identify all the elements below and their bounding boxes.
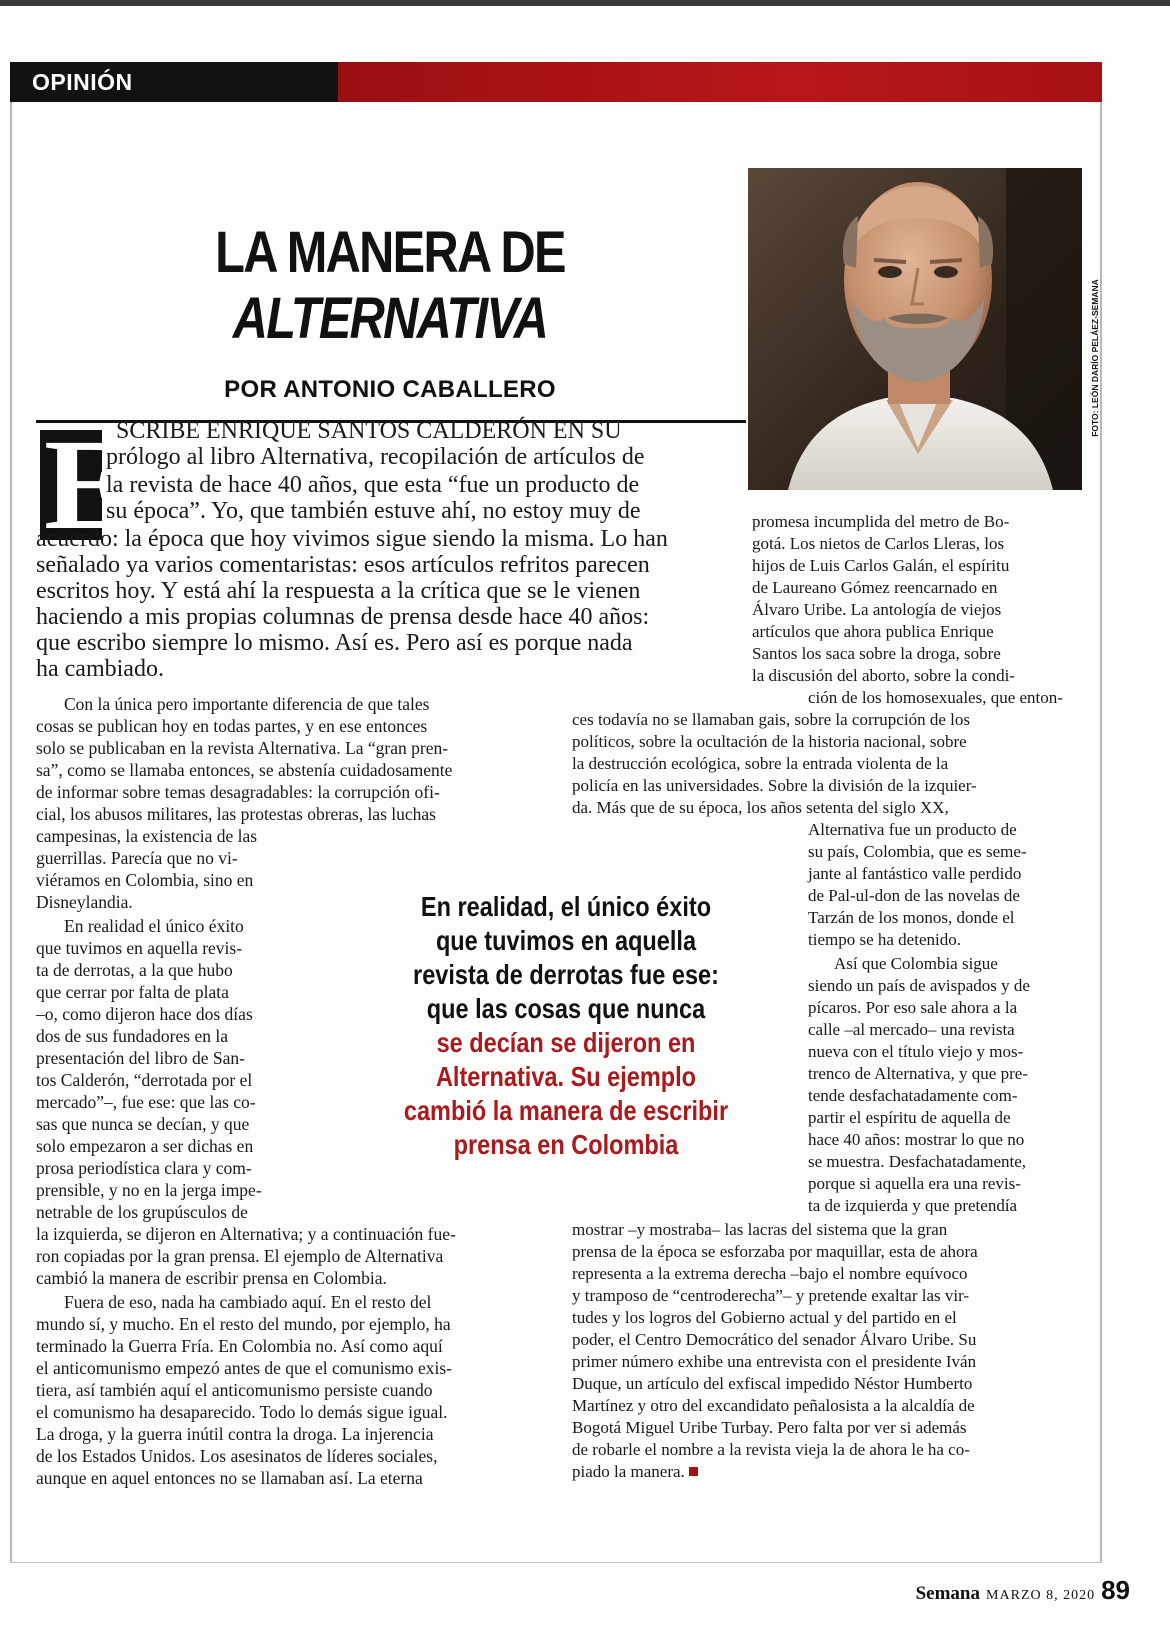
body-line: ron copiadas por la gran prensa. El ejemplo de Alternativa (36, 1246, 444, 1266)
photo-credit (1088, 278, 1102, 438)
body-line: porque si aquella era una revis- (808, 1174, 1021, 1193)
drop-cap (40, 413, 131, 557)
intro-line: prólogo al libro Alternativa, recopilación de artículos de (106, 444, 645, 470)
drop-cap-letter: E (44, 413, 131, 557)
body-line: prosa periodística clara y com- (36, 1158, 252, 1178)
body-line: ces todavía no se llamaban gais, sobre la corrupción de los (572, 710, 970, 729)
body-line: La droga, y la guerra inútil contra la droga. La injerencia (36, 1424, 434, 1444)
body-line: prensible, y no en la jerga impe- (36, 1180, 262, 1200)
body-line: de los Estados Unidos. Los asesinatos de líderes sociales, (36, 1446, 438, 1466)
section-band (10, 62, 1102, 102)
body-line: viéramos en Colombia, sino en (36, 870, 254, 890)
body-line: de Pal-ul-don de las novelas de (808, 886, 1020, 905)
pull-quote-line-red: cambió la manera de escribir (403, 1095, 729, 1126)
body-line: Duque, un artículo del exfiscal impedido Néstor Humberto (572, 1374, 973, 1393)
body-line: piado la manera. (572, 1462, 685, 1481)
intro-line: SCRIBE ENRIQUE SANTOS CALDERÓN EN SU (116, 418, 622, 444)
body-line: artículos que ahora publica Enrique (752, 622, 994, 641)
body-line: mercado”–, fue ese: que las co- (36, 1092, 256, 1112)
intro-line: escritos hoy. Y está ahí la respuesta a la crítica que se le vienen (36, 578, 641, 604)
body-line: trenco de Alternativa, y que pre- (808, 1064, 1028, 1083)
body-line: se muestra. Desfachatadamente, (808, 1152, 1027, 1171)
body-line: de Laureano Gómez reencarnado en (752, 578, 998, 597)
body-line: el anticomunismo empezó antes de que el comunismo exis- (36, 1358, 453, 1378)
body-line: nueva con el título viejo y mos- (808, 1042, 1024, 1061)
body-line: Martínez y otro del excandidato peñalosista a la alcaldía de (572, 1396, 975, 1415)
body-line: Disneylandia. (36, 892, 133, 912)
body-line: Tarzán de los monos, donde el (808, 908, 1015, 927)
body-line: Con la única pero importante diferencia de que tales (64, 694, 430, 714)
body-line: solo empezaron a ser dichas en (36, 1136, 254, 1156)
body-line: tiempo se ha detenido. (808, 930, 961, 949)
body-line: solo se publicaban en la revista Alternativa. La “gran pren- (36, 738, 449, 758)
pull-quote-line-red: Alternativa. Su ejemplo (435, 1061, 697, 1092)
body-line: terminado la Guerra Fría. En Colombia no. Así como aquí (36, 1336, 443, 1356)
body-line: mundo sí, y mucho. En el resto del mundo, por ejemplo, ha (36, 1314, 451, 1334)
page-frame-bottom (10, 1562, 1102, 1563)
byline: POR ANTONIO CABALLERO (224, 376, 556, 403)
pull-quote (390, 890, 743, 1162)
body-line: ción de los homosexuales, que enton- (808, 688, 1063, 707)
body-line: gotá. Los nietos de Carlos Lleras, los (752, 534, 1005, 553)
body-line: guerrillas. Parecía que no vi- (36, 848, 238, 868)
body-line: que tuvimos en aquella revis- (36, 938, 243, 958)
body-line: hace 40 años: mostrar lo que no (808, 1130, 1025, 1149)
article-title-line-1: LA MANERA DE (215, 220, 565, 285)
intro-line: que escribo siempre lo mismo. Así es. Pero así es porque nada (36, 630, 633, 656)
intro-line: su época”. Yo, que también estuve ahí, no estoy muy de (106, 498, 641, 524)
body-line: Álvaro Uribe. La antología de viejos (752, 600, 1002, 619)
top-rule (0, 0, 1170, 6)
body-line: aunque en aquel entonces no se llamaban así. La eterna (36, 1468, 423, 1488)
body-line: –o, como dijeron hace dos días (36, 1004, 253, 1024)
body-line: Bogotá Miguel Uribe Turbay. Pero falta por ver si además (572, 1418, 967, 1437)
end-mark-icon (689, 1467, 698, 1476)
publication-name: Semana (915, 1583, 981, 1604)
body-line: políticos, sobre la ocultación de la historia nacional, sobre (572, 732, 967, 751)
body-line: tiera, así también aquí el anticomunismo persiste cuando (36, 1380, 433, 1400)
body-line: poder, el Centro Democrático del senador Álvaro Uribe. Su (572, 1330, 977, 1349)
photo-credit-text: FOTO: LEÓN DARÍO PELÁEZ-SEMANA (1090, 279, 1100, 437)
body-line: cial, los abusos militares, las protestas obreras, las luchas (36, 804, 436, 824)
body-line: ta de derrotas, a la que hubo (36, 960, 233, 980)
pull-quote-line-red: prensa en Colombia (453, 1129, 679, 1160)
body-line: el comunismo ha desaparecido. Todo lo demás sigue igual. (36, 1402, 448, 1422)
body-line: representa a la extrema derecha –bajo el nombre equívoco (572, 1264, 968, 1283)
intro-line: la revista de hace 40 años, que esta “fue un producto de (106, 472, 640, 498)
section-label: OPINIÓN (32, 68, 133, 95)
body-line-last (572, 1462, 698, 1482)
page-number: 89 (1101, 1575, 1130, 1605)
body-line: de robarle el nombre a la revista vieja la de ahora le ha co- (572, 1440, 970, 1459)
pull-quote-line: que tuvimos en aquella (435, 925, 697, 956)
body-line: tos Calderón, “derrotada por el (36, 1070, 253, 1090)
body-line: la destrucción ecológica, sobre la entrada violenta de la (572, 754, 949, 773)
page-footer (860, 1575, 1130, 1605)
body-line: campesinas, la existencia de las (36, 826, 258, 846)
body-line: siendo un país de avispados y de (808, 976, 1030, 995)
body-line: partir el espíritu de aquella de (808, 1108, 1011, 1127)
body-line: la discusión del aborto, sobre la condi- (752, 666, 1015, 685)
intro-line: acuerdo: la época que hoy vivimos sigue siendo la misma. Lo han (36, 526, 668, 552)
page-frame-left (10, 102, 12, 1562)
intro-line: ha cambiado. (36, 656, 164, 682)
body-line: En realidad el único éxito (64, 916, 244, 936)
issue-date: MARZO 8, 2020 (986, 1588, 1096, 1603)
body-line: Así que Colombia sigue (834, 954, 998, 973)
body-line: sa”, como se llamaba entonces, se abstenía cuidadosamente (36, 760, 453, 780)
body-line: cambió la manera de escribir prensa en Colombia. (36, 1268, 387, 1288)
pull-quote-line: revista de derrotas fue ese: (413, 959, 719, 990)
article-title-line-2: ALTERNATIVA (232, 286, 548, 351)
body-line: presentación del libro de San- (36, 1048, 245, 1068)
body-line: mostrar –y mostraba– las lacras del sistema que la gran (572, 1220, 948, 1239)
body-line: y tramposo de “centroderecha”– y pretende exaltar las vir- (572, 1286, 970, 1305)
pull-quote-line: que las cosas que nunca (426, 993, 706, 1024)
body-line: primer número exhibe una entrevista con el presidente Iván (572, 1352, 977, 1371)
intro-line: haciendo a mis propias columnas de prensa desde hace 40 años: (36, 604, 650, 630)
body-line: jante al fantástico valle perdido (808, 864, 1022, 883)
body-line: netrable de los grupúsculos de (36, 1202, 248, 1222)
body-line: tende desfachatadamente com- (808, 1086, 1018, 1105)
pull-quote-line-red: se decían se dijeron en (436, 1027, 696, 1058)
body-line: que cerrar por falta de plata (36, 982, 229, 1002)
body-line: hijos de Luis Carlos Galán, el espíritu (752, 556, 1010, 575)
body-line: Alternativa fue un producto de (808, 820, 1017, 839)
section-band-black (10, 62, 338, 102)
body-line: da. Más que de su época, los años setenta del siglo XX, (572, 798, 949, 817)
body-line: sas que nunca se decían, y que (36, 1114, 250, 1134)
section-band-red (338, 62, 1102, 102)
body-line: calle –al mercado– una revista (808, 1020, 1015, 1039)
body-line: la izquierda, se dijeron en Alternativa; y a continuación fue- (36, 1224, 456, 1244)
body-line: su país, Colombia, que es seme- (808, 842, 1027, 861)
body-line: promesa incumplida del metro de Bo- (752, 512, 1010, 531)
body-line: cosas se publican hoy en todas partes, y en ese entonces (36, 716, 428, 736)
intro-line: señalado ya varios comentaristas: esos artículos refritos parecen (36, 552, 650, 578)
body-line: pícaros. Por eso sale ahora a la (808, 998, 1018, 1017)
body-line: prensa de la época se esforzaba por maquillar, esta de ahora (572, 1242, 978, 1261)
body-line: tudes y los logros del Gobierno actual y del partido en el (572, 1308, 957, 1327)
body-line: Santos los saca sobre la droga, sobre (752, 644, 1001, 663)
article-title (188, 220, 591, 352)
body-line: dos de sus fundadores en la (36, 1026, 228, 1046)
body-line: de informar sobre temas desagradables: la corrupción ofi- (36, 782, 440, 802)
body-line: policía en las universidades. Sobre la división de la izquier- (572, 776, 977, 795)
pull-quote-line: En realidad, el único éxito (420, 891, 712, 922)
body-line: ta de izquierda y que pretendía (808, 1196, 1018, 1215)
author-photo (748, 168, 1082, 490)
body-line: Fuera de eso, nada ha cambiado aquí. En el resto del (64, 1292, 432, 1312)
